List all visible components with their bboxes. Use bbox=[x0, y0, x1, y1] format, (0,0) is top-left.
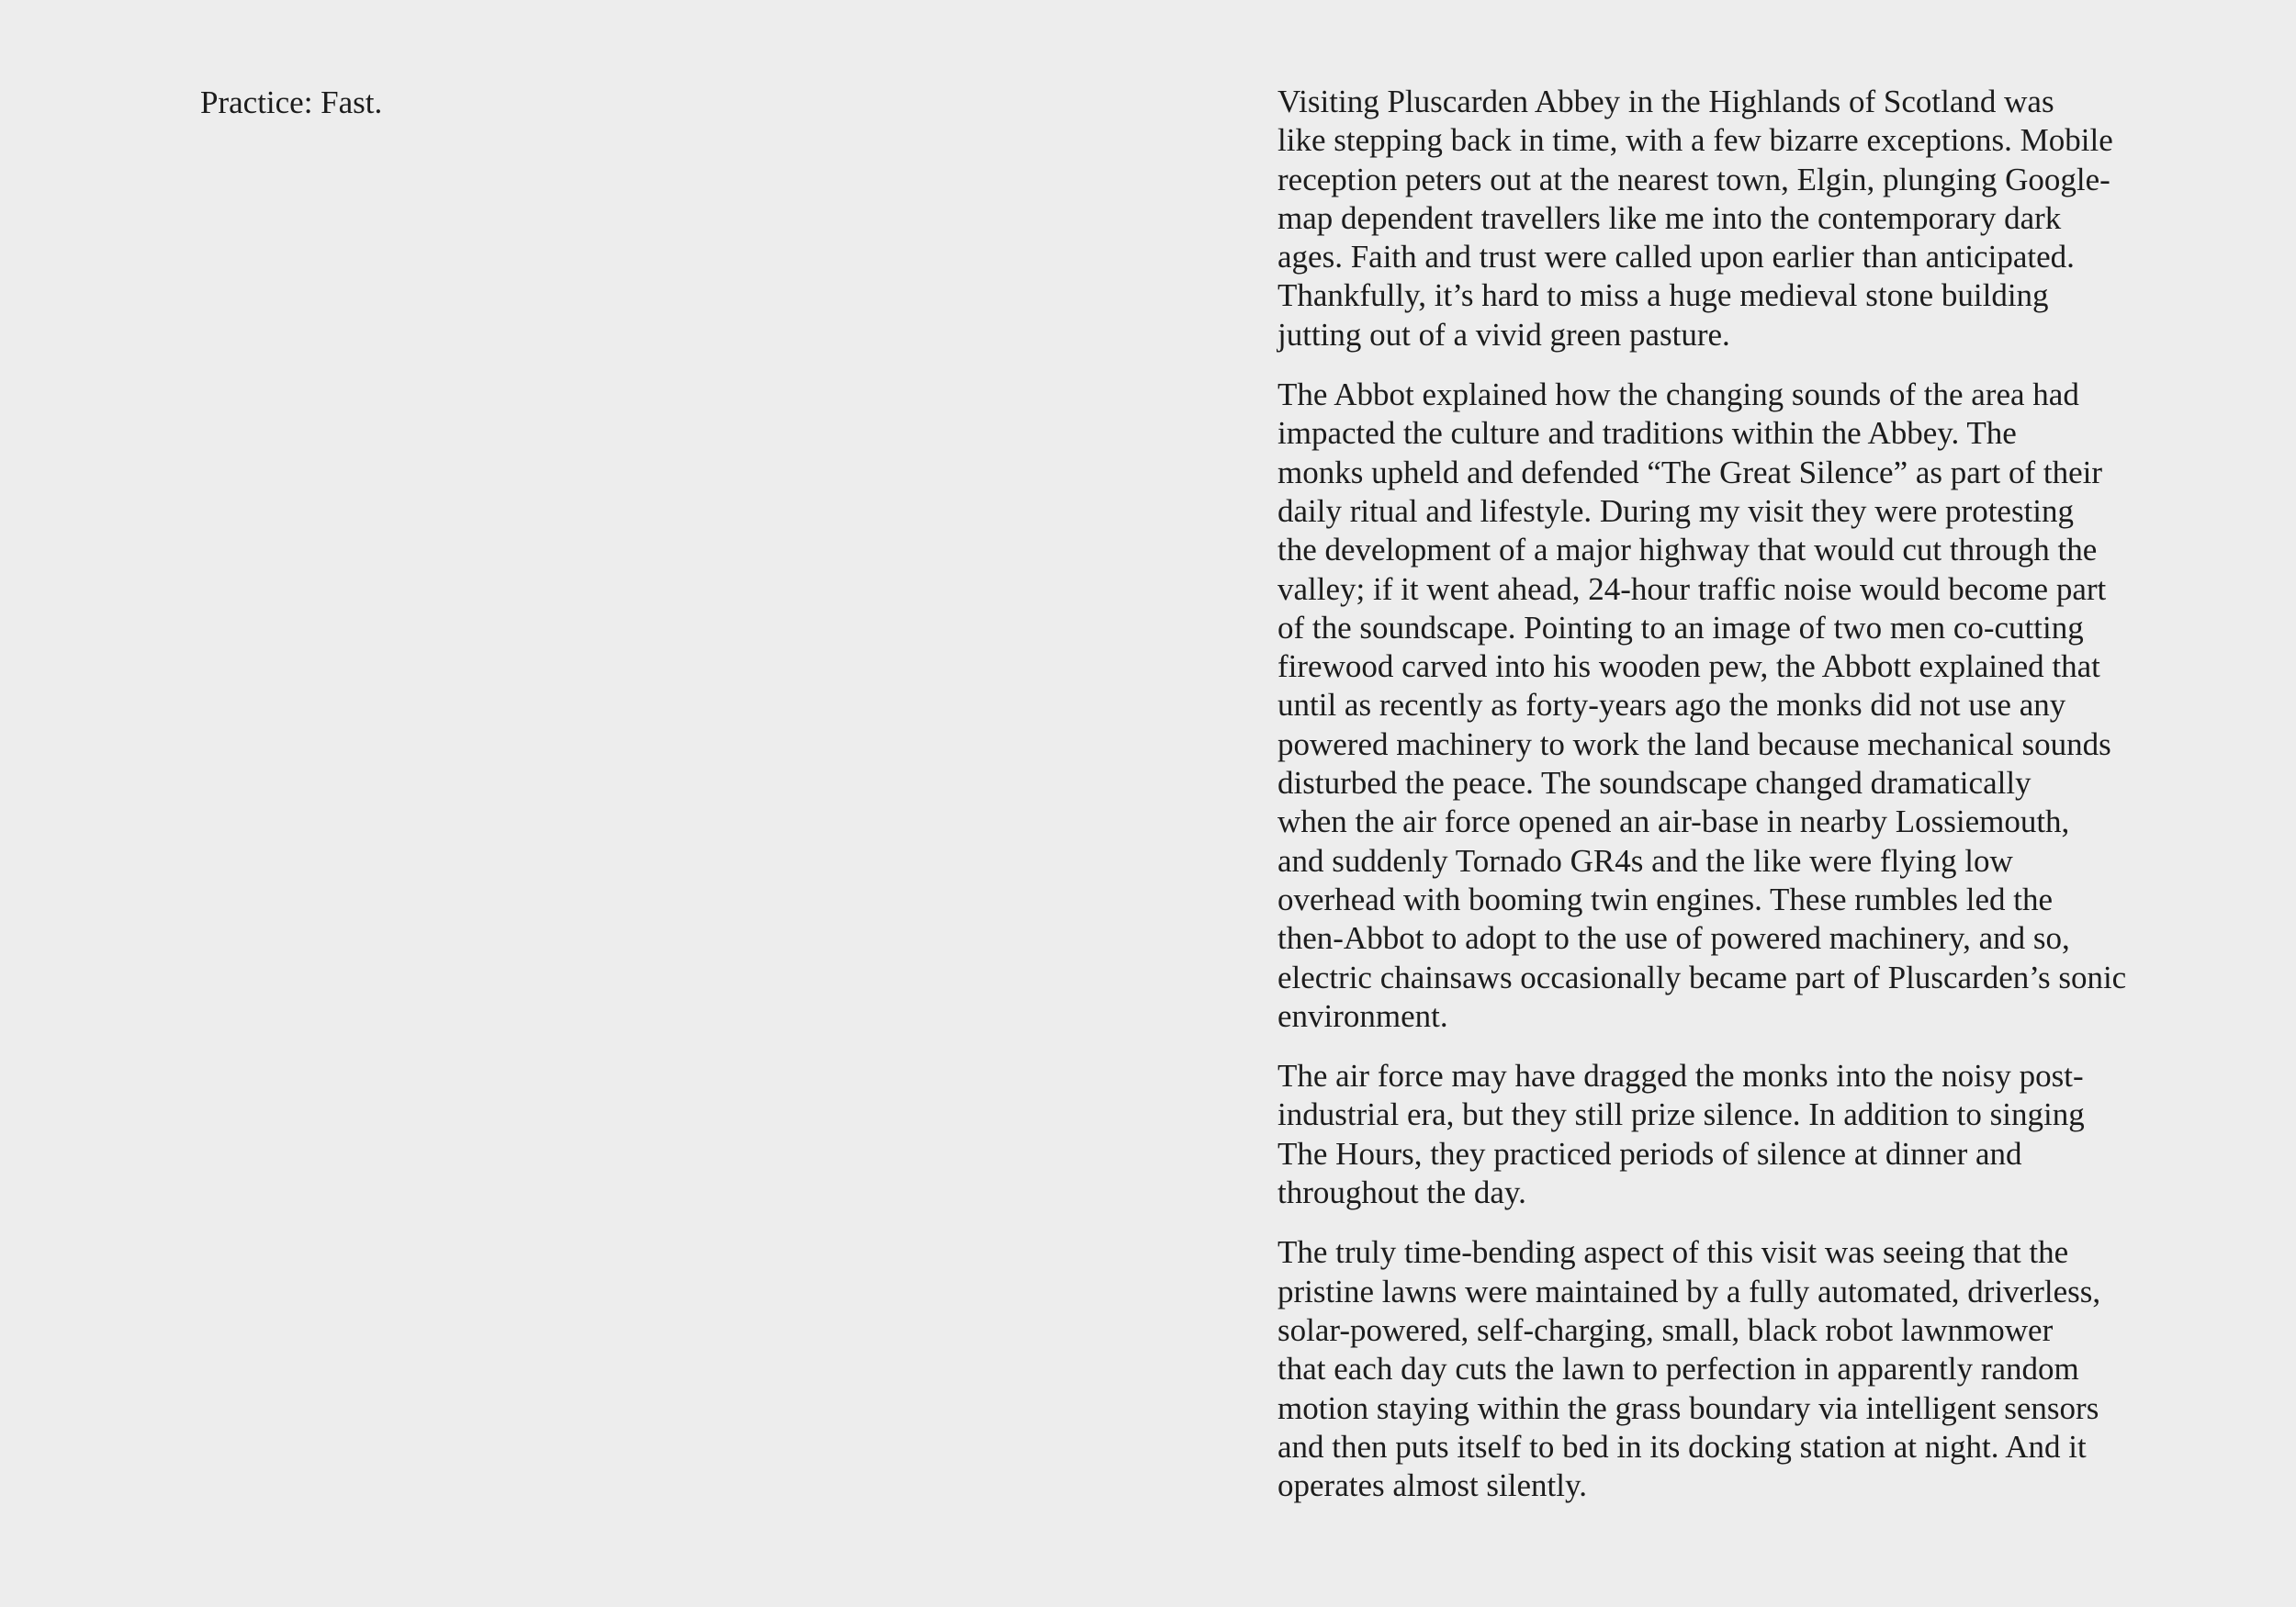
text-line: that each day cuts the lawn to perfection in apparently random bbox=[1277, 1351, 2079, 1388]
right-page bbox=[1148, 0, 2296, 1607]
text-line: when the air force opened an air-base in nearby Lossiemouth, bbox=[1277, 804, 2070, 840]
text-line: environment. bbox=[1277, 997, 1448, 1034]
text-line: like stepping back in time, with a few bizarre exceptions. Mobile bbox=[1277, 122, 2113, 159]
text-line: operates almost silently. bbox=[1277, 1467, 1587, 1504]
text-line: powered machinery to work the land because mechanical sounds bbox=[1277, 725, 2111, 762]
text-line: The air force may have dragged the monks into the noisy post- bbox=[1277, 1058, 2084, 1095]
text-line: The truly time-bending aspect of this visit was seeing that the bbox=[1277, 1234, 2069, 1271]
text-line: pristine lawns were maintained by a fully automated, driverless, bbox=[1277, 1273, 2101, 1309]
text-line: Thankfully, it’s hard to miss a huge medieval stone building bbox=[1277, 277, 2049, 314]
paragraph-2 bbox=[1277, 376, 2159, 1036]
text-line: throughout the day. bbox=[1277, 1174, 1526, 1211]
text-line: impacted the culture and traditions within the Abbey. The bbox=[1277, 415, 2017, 452]
text-line: and then puts itself to bed in its docking station at night. And it bbox=[1277, 1428, 2087, 1465]
text-line: The Hours, they practiced periods of silence at dinner and bbox=[1277, 1135, 2022, 1172]
text-line: jutting out of a vivid green pasture. bbox=[1277, 316, 1730, 353]
text-line: solar-powered, self-charging, small, black robot lawnmower bbox=[1277, 1311, 2054, 1348]
body-text bbox=[1277, 83, 2159, 1526]
text-line: The Abbot explained how the changing sounds of the area had bbox=[1277, 376, 2079, 413]
text-line: then-Abbot to adopt to the use of powered machinery, and so, bbox=[1277, 920, 2070, 957]
text-line: overhead with booming twin engines. These rumbles led the bbox=[1277, 881, 2054, 917]
text-line: until as recently as forty-years ago the monks did not use any bbox=[1277, 687, 2066, 724]
section-heading: Practice: Fast. bbox=[200, 84, 383, 120]
text-line: monks upheld and defended “The Great Silence” as part of their bbox=[1277, 454, 2102, 490]
text-line: of the soundscape. Pointing to an image of two men co-cutting bbox=[1277, 609, 2084, 646]
text-line: and suddenly Tornado GR4s and the like were flying low bbox=[1277, 842, 2013, 879]
text-line: industrial era, but they still prize silence. In addition to singing bbox=[1277, 1096, 2085, 1133]
text-line: reception peters out at the nearest town, Elgin, plunging Google- bbox=[1277, 161, 2110, 197]
text-line: ages. Faith and trust were called upon earlier than anticipated. bbox=[1277, 239, 2075, 275]
text-line: motion staying within the grass boundary via intelligent sensors bbox=[1277, 1389, 2099, 1426]
text-line: daily ritual and lifestyle. During my visit they were protesting bbox=[1277, 492, 2075, 529]
text-line: Visiting Pluscarden Abbey in the Highlands of Scotland was bbox=[1277, 84, 2054, 119]
text-line: valley; if it went ahead, 24-hour traffic noise would become part bbox=[1277, 570, 2107, 607]
paragraph-1 bbox=[1277, 83, 2159, 354]
text-line: map dependent travellers like me into the contemporary dark bbox=[1277, 199, 2062, 236]
paragraph-3 bbox=[1277, 1057, 2159, 1212]
text-line: the development of a major highway that would cut through the bbox=[1277, 532, 2098, 568]
paragraph-4 bbox=[1277, 1233, 2159, 1505]
text-line: firewood carved into his wooden pew, the Abbott explained that bbox=[1277, 648, 2100, 685]
text-line: electric chainsaws occasionally became part of Pluscarden’s sonic bbox=[1277, 959, 2127, 995]
text-line: disturbed the peace. The soundscape changed dramatically bbox=[1277, 765, 2032, 802]
